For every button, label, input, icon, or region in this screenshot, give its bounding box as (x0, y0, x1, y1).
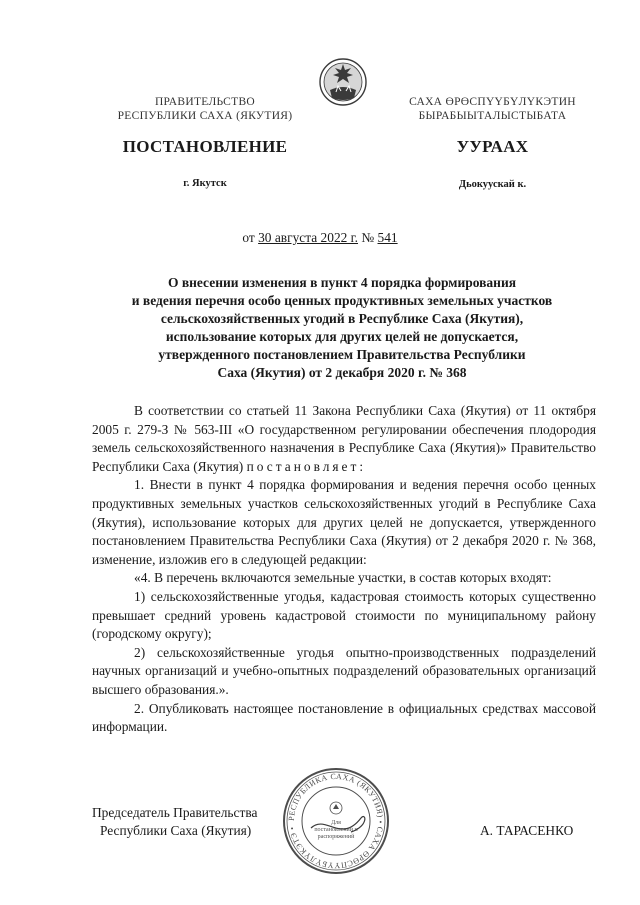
decree-word: постановляет: (246, 458, 367, 474)
title-line: сельскохозяйственных угодий в Республике Саха (Якутия), (160, 311, 524, 326)
left-org (100, 95, 310, 123)
stamp-ring-text: РЕСПУБЛИКА САХА (ЯКУТИЯ) • САХА ӨРӨСПҮҮБҮЛҮКЭТЭ • (286, 771, 386, 871)
title-line: Саха (Якутия) от 2 декабря 2020 г. № 368 (217, 365, 467, 380)
title-line: использование которых для других целей не допускается, (165, 329, 519, 344)
item-2: 2. Опубликовать настоящее постановление в официальных средствах массовой информации. (92, 700, 596, 735)
city-sakha: Дьокуускай к. (458, 179, 527, 190)
doc-date: 30 августа 2022 г. (258, 230, 359, 245)
stamp-emblem (330, 802, 342, 814)
item-1: 1. Внести в пункт 4 порядка формирования и ведения перечня особо ценных продуктивных земельных участков сельскохозяйственных угодий в Республике Саха (Якутия), использование которых для других целей не допускается, утвержденного постановлением Правительства Республики Саха (Якутия) от 2 декабря 2020 г. № 368, изменение, изложив его в следующей редакции: (92, 477, 596, 567)
stamp-seal-icon (281, 766, 391, 876)
preamble-paragraph (92, 402, 596, 476)
stamp-inner-line1: Для (331, 820, 341, 826)
doc-type-ru: ПОСТАНОВЛЕНИЕ (122, 137, 288, 156)
sub-item-1: 1) сельскохозяйственные угодья, кадастровая стоимость которых существенно превышает средний уровень кадастровой стоимости по муниципальному району (городскому округу); (92, 588, 596, 642)
doc-number: 541 (377, 230, 398, 245)
signatory-position (92, 804, 292, 840)
doc-body (92, 402, 596, 737)
position-line2: Республики Саха (Якутия) (100, 823, 252, 838)
doc-date-number (0, 230, 640, 246)
official-stamp (281, 766, 391, 876)
quote-intro: «4. В перечень включаются земельные участки, в состав которых входят: (134, 570, 552, 586)
right-org-line1: САХА ӨРӨСПҮҮБҮЛҮКЭТИН (409, 96, 576, 108)
date-prefix: от (242, 230, 255, 245)
sub-item-2: 2) сельскохозяйственные угодья опытно-производственных подразделений научных организаций и учебно-опытных подразделений образовательных организаций высшего образования.». (92, 644, 596, 697)
signatory-name: А. ТАРАСЕНКО (480, 823, 574, 838)
right-org (385, 95, 600, 123)
doc-title (92, 274, 592, 382)
emblem (318, 54, 368, 110)
title-line: О внесении изменения в пункт 4 порядка формирования (167, 275, 517, 290)
stamp-inner-line2: постановлений и (314, 827, 358, 833)
coat-of-arms-icon (318, 54, 368, 110)
number-sign: № (361, 230, 375, 245)
title-line: и ведения перечня особо ценных продуктивных земельных участков (131, 293, 553, 308)
right-org-line2: БЫРАБЫЫТАЛЫСТЫБАТА (418, 110, 567, 122)
doc-type-sakha: УУРААХ (456, 137, 529, 156)
city-ru: г. Якутск (183, 178, 227, 189)
position-line1: Председатель Правительства (92, 805, 258, 820)
title-line: утвержденного постановлением Правительства Республики (158, 347, 526, 362)
stamp-inner-line3: распоряжений (317, 834, 355, 840)
left-org-line2: РЕСПУБЛИКИ САХА (ЯКУТИЯ) (117, 110, 293, 122)
left-org-line1: ПРАВИТЕЛЬСТВО (154, 96, 256, 108)
preamble-text: В соответствии со статьей 11 Закона Республики Саха (Якутия) от 11 октября 2005 г. 279-З № 563-III «О государственном регулировании обеспечения плодородия земель сельскохозяйственного назначения в Республике Саха (Якутия)» Правительство Республики Саха (Якутия) (92, 403, 596, 474)
